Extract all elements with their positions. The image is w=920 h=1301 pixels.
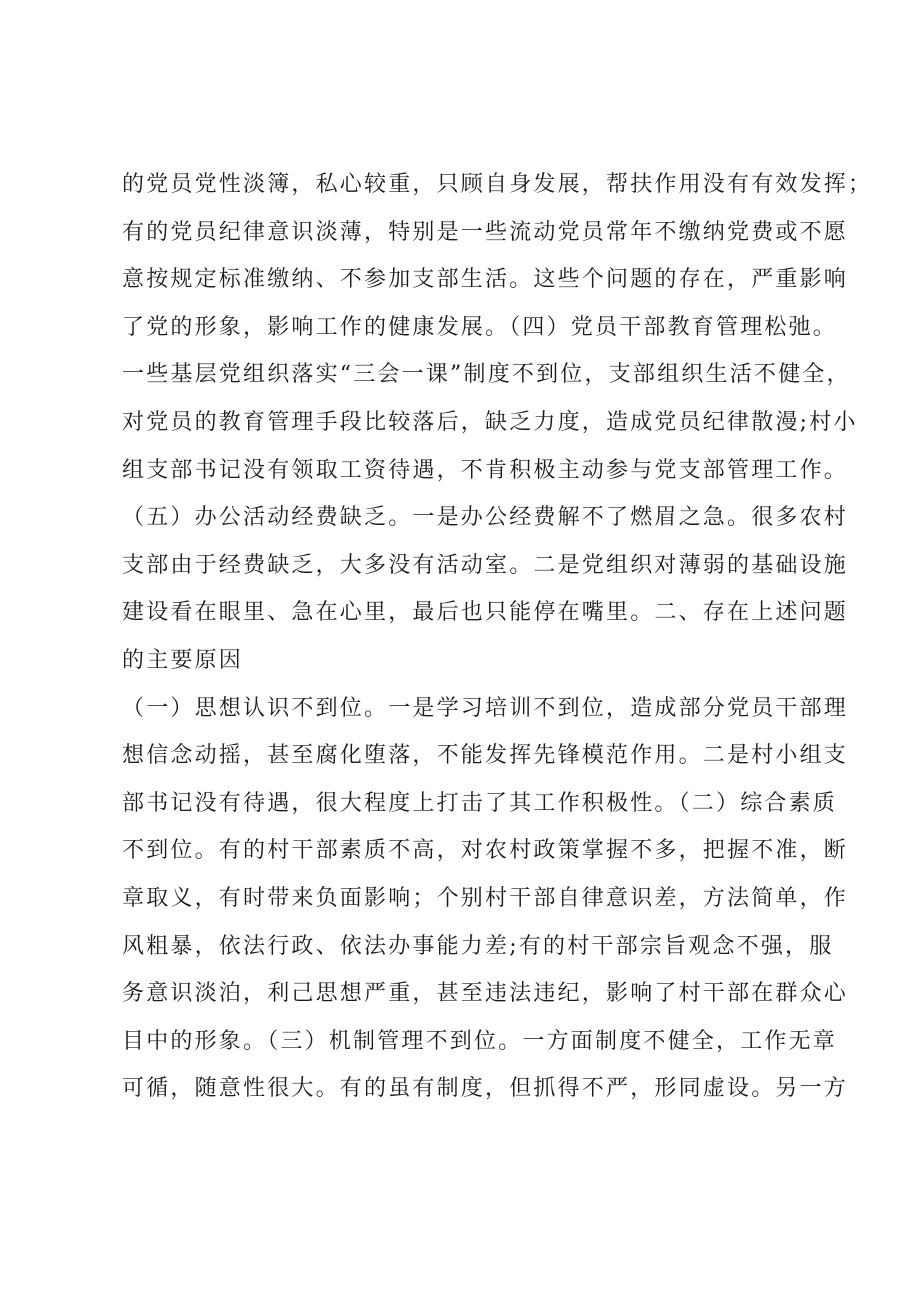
text-line: 可循，随意性很大。有的虽有制度，但抓得不严，形同虚设。另一方 [122,1076,849,1102]
text-line: 目中的形象。（三）机制管理不到位。一方面制度不健全，工作无章 [122,1028,838,1054]
text-line: 建设看在眼里、急在心里，最后也只能停在嘴里。二、存在上述问题 [122,600,849,626]
text-line: 的党员党性淡簿，私心较重，只顾自身发展，帮扶作用没有有效发挥； [122,172,873,197]
text-line: 务意识淡泊，利己思想严重，甚至违法违纪，影响了村干部在群众心 [122,981,849,1007]
text-line: 章取义，有时带来负面影响；个别村干部自律意识差，方法简单，作 [122,885,849,911]
text-line: （一）思想认识不到位。一是学习培训不到位，造成部分党员干部理 [122,695,849,721]
text-line: 了党的形象，影响工作的健康发展。（四）党员干部教育管理松弛。 [122,314,838,340]
text-line: 一些基层党组织落实“三会一课”制度不到位，支部组织生活不健全， [122,362,851,388]
text-line: （五）办公活动经费缺乏。一是办公经费解不了燃眉之急。很多农村 [122,505,849,531]
text-line: 风粗暴，依法行政、依法办事能力差;有的村干部宗旨观念不强，服 [122,933,834,959]
text-line: 组支部书记没有领取工资待遇，不肯积极主动参与党支部管理工作。 [122,457,849,483]
text-line: 支部由于经费缺乏，大多没有活动室。二是党组织对薄弱的基础设施 [122,552,849,578]
text-line: 不到位。有的村干部素质不高，对农村政策掌握不多，把握不准，断 [122,838,849,864]
body-text [122,161,873,1113]
text-line: 部书记没有待遇，很大程度上打击了其工作积极性。（二）综合素质 [122,790,838,816]
text-line: 的主要原因 [122,647,244,673]
text-line: 意按规定标准缴纳、不参加支部生活。这些个问题的存在，严重影响 [122,267,849,293]
text-line: 对党员的教育管理手段比较落后，缺乏力度，造成党员纪律散漫;村小 [122,409,858,435]
text-line: 有的党员纪律意识淡薄，特别是一些流动党员常年不缴纳党费或不愿 [122,219,849,245]
text-line: 想信念动摇，甚至腐化堕落，不能发挥先锋模范作用。二是村小组支 [122,743,849,769]
